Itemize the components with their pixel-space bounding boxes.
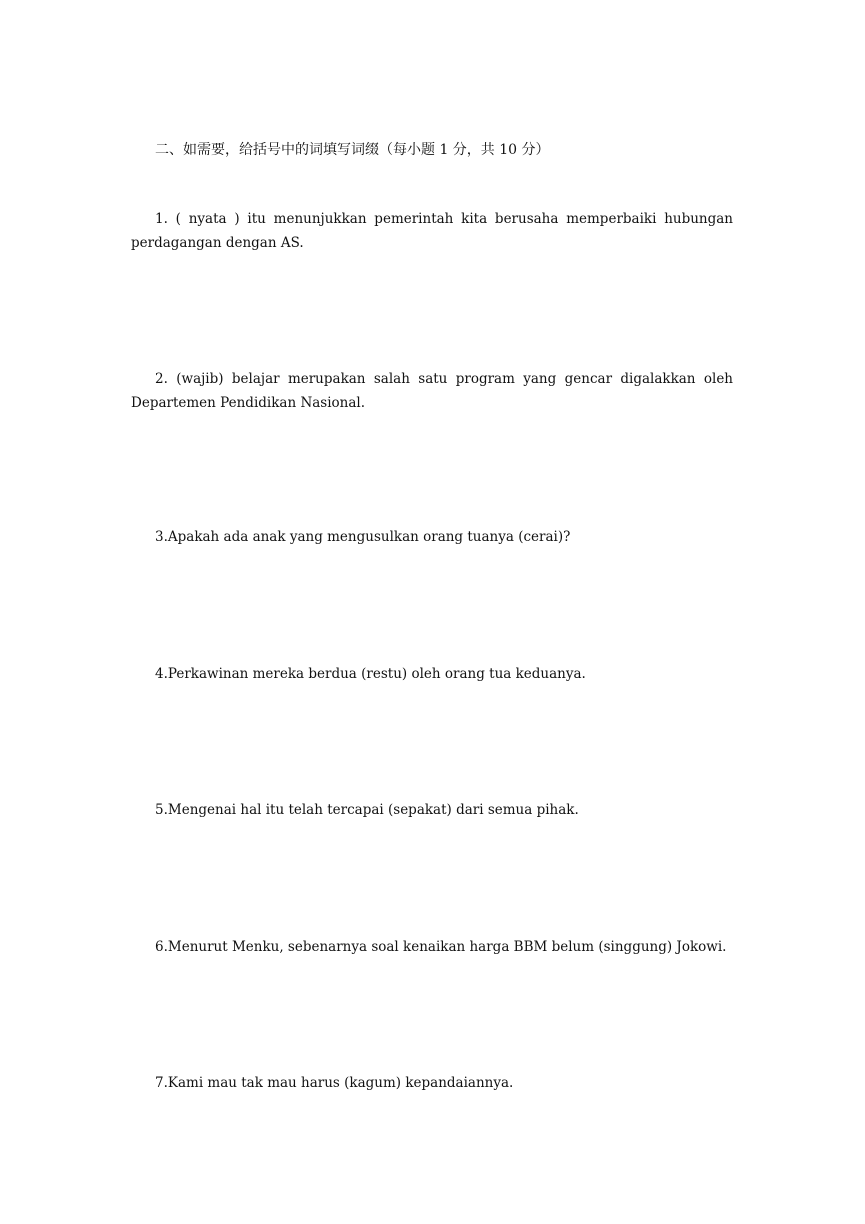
question-text-line: 4.Perkawinan mereka berdua (restu) oleh orang tua keduanya. [155, 666, 586, 682]
question-text-line: 1. ( nyata ) itu menunjukkan pemerintah kita berusaha memperbaiki hubungan [155, 211, 733, 227]
question-text-line: 6.Menurut Menku, sebenarnya soal kenaikan harga BBM belum (singgung) Jokowi. [155, 939, 727, 955]
question-text-line: 2. (wajib) belajar merupakan salah satu program yang gencar digalakkan oleh [155, 371, 733, 387]
question-text-continuation: perdagangan dengan AS. [131, 235, 304, 251]
question-item [131, 525, 733, 549]
question-item [131, 207, 733, 255]
question-item [131, 662, 733, 686]
section-heading: 二、如需要，给括号中的词填写词缀（每小题 1 分，共 10 分） [155, 142, 550, 158]
question-text-line: 7.Kami mau tak mau harus (kagum) kepandaiannya. [155, 1075, 514, 1091]
question-item [131, 935, 733, 959]
question-item [131, 367, 733, 415]
question-text-continuation: Departemen Pendidikan Nasional. [131, 395, 366, 411]
question-item [131, 798, 733, 822]
question-text-line: 3.Apakah ada anak yang mengusulkan orang tuanya (cerai)? [155, 529, 571, 545]
question-text-line: 5.Mengenai hal itu telah tercapai (sepakat) dari semua pihak. [155, 802, 579, 818]
question-item [131, 1071, 733, 1095]
